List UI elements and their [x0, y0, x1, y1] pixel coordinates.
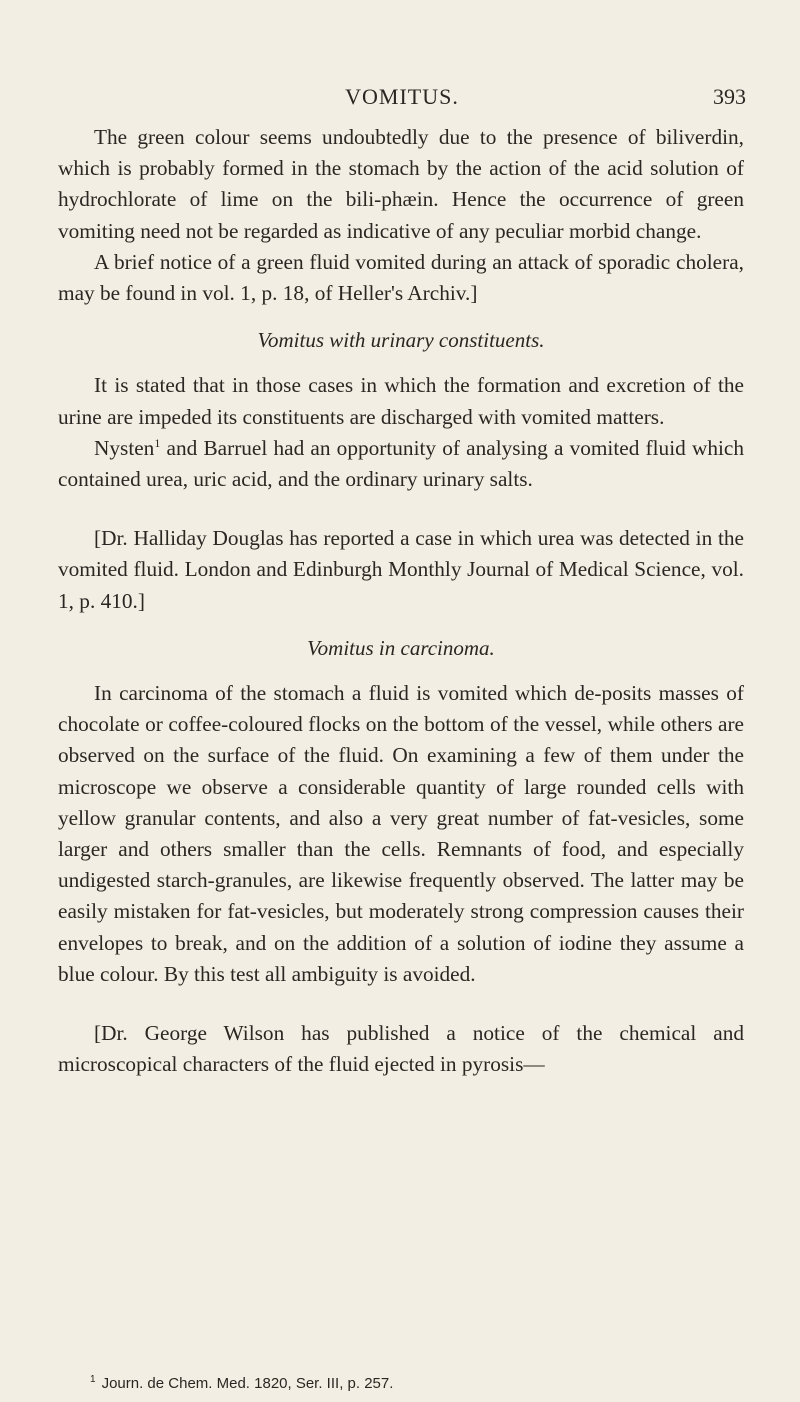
section-heading-urinary: Vomitus with urinary constituents. — [257, 328, 545, 353]
paragraph-halliday-douglas: [Dr. Halliday Douglas has reported a case in which urea was detected in the vomited fluid. London and Edinburgh Monthly Journal of Medical Science, vol. 1, p. 410.] — [58, 526, 744, 613]
footnote — [58, 1375, 744, 1393]
footnote-reference: 1 — [154, 435, 161, 450]
paragraph-carcinoma: In carcinoma of the stomach a fluid is vomited which de-posits masses of chocolate or coffee-coloured flocks on the bottom of the vessel, while others are observed on the surface of the fluid. On examining a few of them under the microscope we observe a considerable quantity of large rounded cells with yellow granular contents, and also a very great number of fat-vesicles, some larger and others smaller than the cells. Remnants of food, and especially undigested starch-granules, are likewise frequently observed. The latter may be easily mistaken for fat-vesicles, but moderately strong compression causes their envelopes to break, and on the addition of a solution of iodine they assume a blue colour. By this test all ambiguity is avoided. — [58, 681, 744, 986]
section-heading-carcinoma: Vomitus in carcinoma. — [307, 635, 495, 660]
footnote-text: Journ. de Chem. Med. 1820, Ser. III, p. 257. — [101, 1375, 394, 1392]
paragraph-nysten-barruel — [58, 433, 744, 495]
footnote-mark: 1 — [90, 1374, 96, 1385]
paragraph-green-fluid-notice: A brief notice of a green fluid vomited during an attack of sporadic cholera, may be found in vol. 1, p. 18, of Heller's Archiv.] — [58, 249, 744, 306]
body-text — [58, 122, 744, 1080]
running-title: VOMITUS. — [345, 84, 459, 109]
paragraph-green-colour: The green colour seems undoubtedly due to the presence of biliverdin, which is probably formed in the stomach by the action of the acid solution of hydrochlorate of lime on the bili-phæin. Hence the occurrence of green vomiting need not be regarded as indicative of any peculiar morbid change. — [58, 125, 744, 243]
paragraph-continuation: and Barruel had an opportunity of analysing a vomited fluid which contained urea, uric acid, and the ordinary urinary salts. — [58, 435, 744, 492]
running-head — [58, 84, 746, 116]
paragraph-urine-impeded: It is stated that in those cases in which the formation and excretion of the urine are impeded its constituents are discharged with vomited matters. — [58, 373, 744, 429]
author-name: Nysten — [94, 435, 155, 460]
page-number: 393 — [713, 84, 746, 109]
paragraph-george-wilson: [Dr. George Wilson has published a notice of the chemical and microscopical characters of the fluid ejected in pyrosis— — [58, 1021, 744, 1077]
